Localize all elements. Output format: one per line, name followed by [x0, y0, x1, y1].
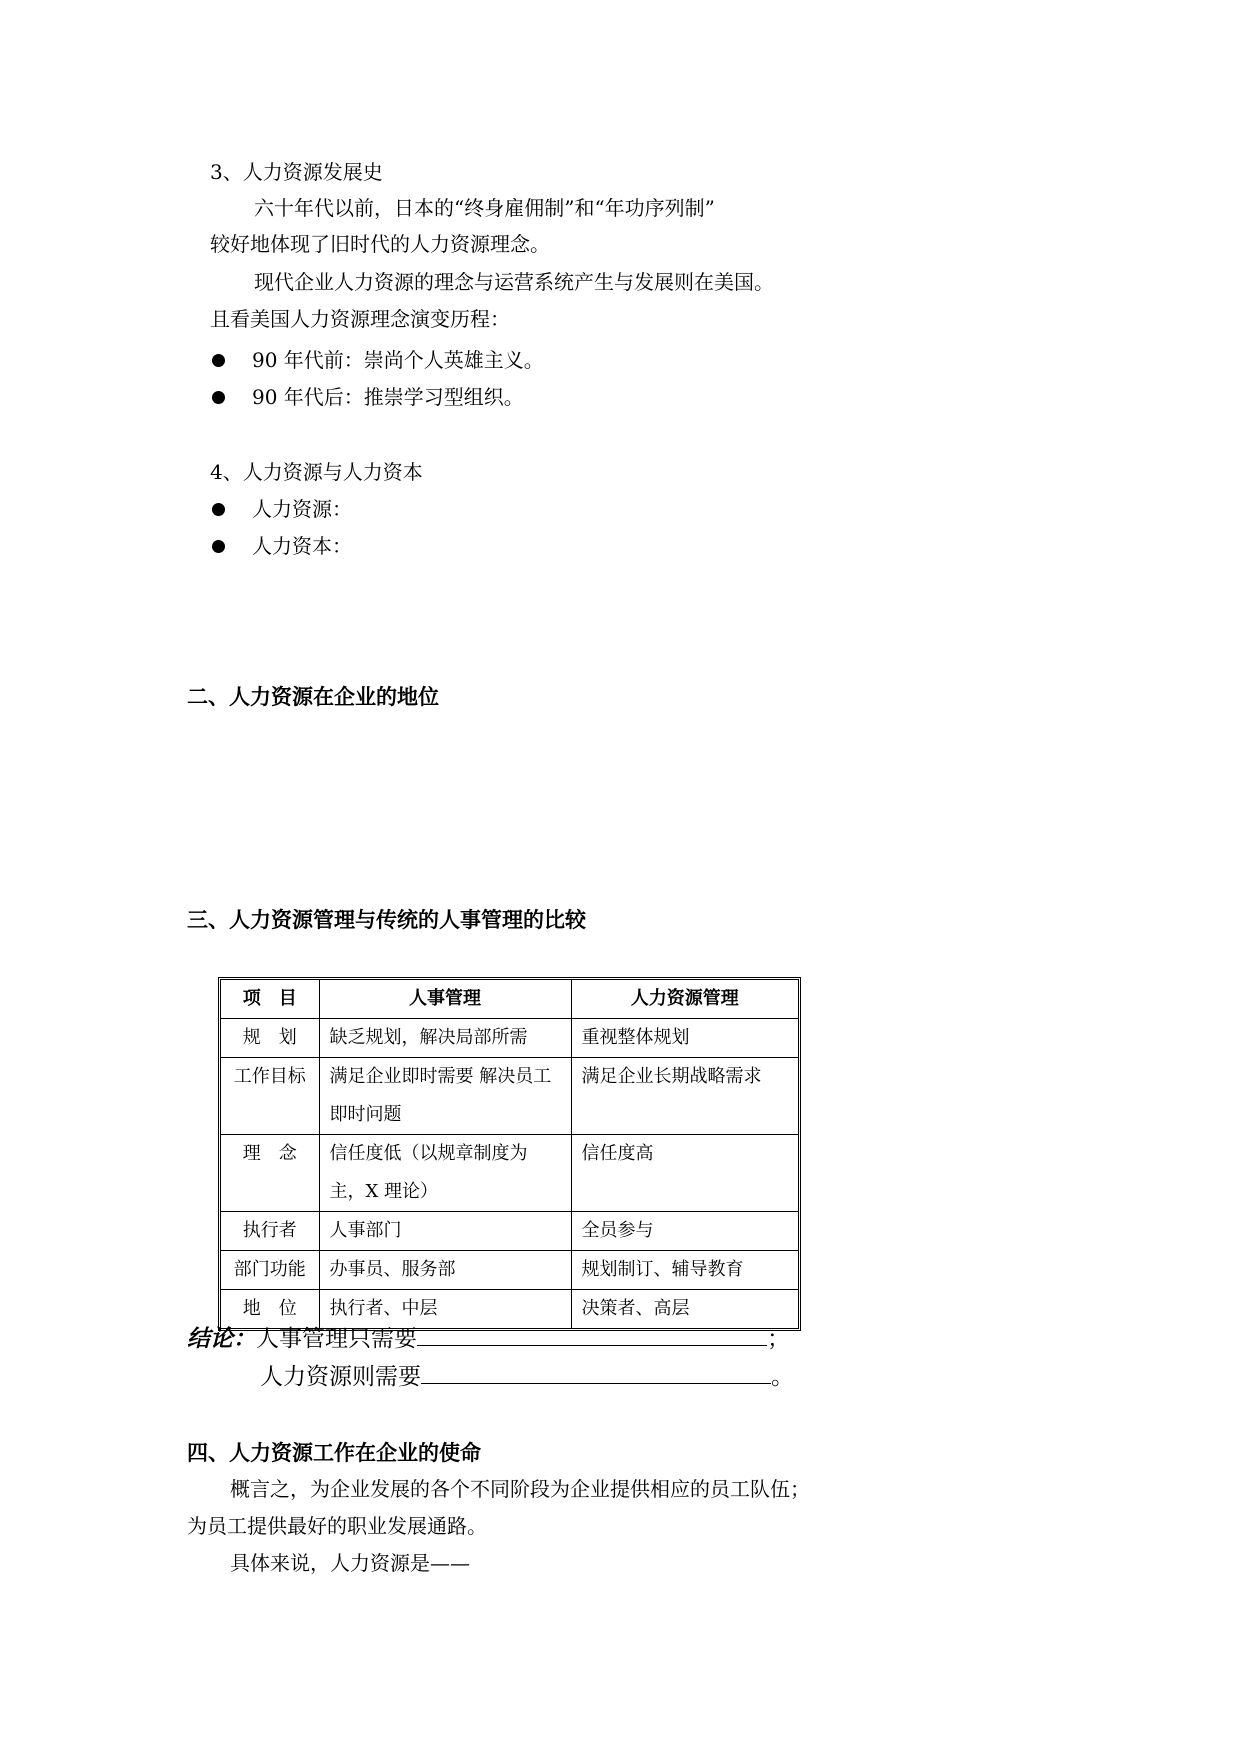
table-cell: 地 位	[221, 1290, 319, 1329]
bullet-icon	[212, 391, 225, 404]
list-item: 人力资源：	[252, 497, 352, 521]
list-item: 90 年代后：推崇学习型组织。	[252, 385, 524, 409]
section-heading: 二、人力资源在企业的地位	[187, 685, 439, 709]
conclusion-line-2	[260, 1360, 794, 1394]
table-cell: 办事员、服务部	[319, 1251, 571, 1290]
table-cell: 满足企业长期战略需求	[571, 1058, 798, 1135]
bullet-icon	[212, 503, 225, 516]
table-cell: 理 念	[221, 1135, 319, 1212]
conclusion-text: 人力资源则需要	[260, 1364, 421, 1390]
table-row	[221, 1058, 798, 1135]
fill-blank	[417, 1323, 767, 1346]
table-cell: 信任度高	[571, 1135, 798, 1212]
table-cell: 规划制订、辅导教育	[571, 1251, 798, 1290]
table-row	[221, 1251, 798, 1290]
paragraph-text: 六十年代以前，日本的“终身雇佣制”和“年功序列制”	[254, 196, 715, 220]
list-item: 90 年代前：崇尚个人英雄主义。	[252, 348, 544, 372]
paragraph-text: 现代企业人力资源的理念与运营系统产生与发展则在美国。	[254, 270, 774, 294]
column-header: 项 目	[221, 980, 319, 1019]
table-cell: 执行者、中层	[319, 1290, 571, 1329]
bullet-icon	[212, 354, 225, 367]
table-cell: 工作目标	[221, 1058, 319, 1135]
comparison-table	[218, 977, 801, 1331]
column-header: 人事管理	[319, 980, 571, 1019]
conclusion-line-1	[187, 1322, 790, 1356]
paragraph-text: 为员工提供最好的职业发展通路。	[187, 1514, 487, 1538]
fill-blank	[421, 1361, 771, 1384]
table-cell: 全员参与	[571, 1212, 798, 1251]
table-cell: 部门功能	[221, 1251, 319, 1290]
paragraph-text: 概言之，为企业发展的各个不同阶段为企业提供相应的员工队伍；	[230, 1477, 810, 1501]
table-cell: 满足企业即时需要 解决员工即时问题	[319, 1058, 571, 1135]
table-header-row	[221, 980, 798, 1019]
conclusion-end: ；	[767, 1326, 790, 1352]
paragraph-text: 具体来说，人力资源是——	[230, 1551, 470, 1575]
table-cell: 重视整体规划	[571, 1019, 798, 1058]
paragraph-text: 且看美国人力资源理念演变历程：	[210, 307, 510, 331]
conclusion-text: 人事管理只需要	[256, 1326, 417, 1352]
section-3-title: 3、人力资源发展史	[210, 160, 383, 184]
table-cell: 规 划	[221, 1019, 319, 1058]
paragraph-text: 较好地体现了旧时代的人力资源理念。	[210, 232, 550, 256]
list-item: 人力资本：	[252, 534, 352, 558]
table-row	[221, 1019, 798, 1058]
table-row	[221, 1135, 798, 1212]
table-cell: 决策者、高层	[571, 1290, 798, 1329]
table-row	[221, 1212, 798, 1251]
conclusion-label: 结论：	[187, 1325, 256, 1352]
section-4-title: 4、人力资源与人力资本	[210, 460, 423, 484]
table-cell: 缺乏规划，解决局部所需	[319, 1019, 571, 1058]
conclusion-end: 。	[771, 1364, 794, 1390]
section-heading: 四、人力资源工作在企业的使命	[187, 1441, 481, 1465]
column-header: 人力资源管理	[571, 980, 798, 1019]
section-heading: 三、人力资源管理与传统的人事管理的比较	[187, 908, 586, 932]
table-cell: 执行者	[221, 1212, 319, 1251]
table-cell: 人事部门	[319, 1212, 571, 1251]
bullet-icon	[212, 540, 225, 553]
table-cell: 信任度低（以规章制度为主，X 理论）	[319, 1135, 571, 1212]
